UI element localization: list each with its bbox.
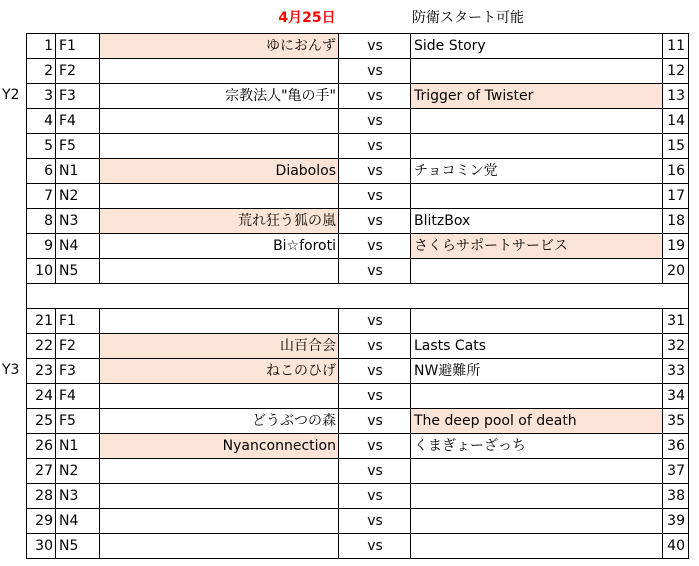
right-row-number: 38 [662,483,689,509]
vs-label: vs [338,83,411,109]
date-header: 4月25日 [278,10,336,26]
slot-code: N5 [55,533,100,559]
row-number: 29 [26,508,56,534]
row-number: 25 [26,408,56,434]
vs-label: vs [338,383,411,409]
right-row-number: 31 [662,308,689,334]
vs-label: vs [338,208,411,234]
right-row-number: 18 [662,208,689,234]
row-number: 23 [26,358,56,384]
right-team-cell[interactable] [410,508,663,534]
row-number: 24 [26,383,56,409]
group-label: Y3 [2,362,20,378]
right-row-number: 14 [662,108,689,134]
vs-label: vs [338,108,411,134]
slot-code: N2 [55,183,100,209]
left-team-cell[interactable]: ねこのひげ [99,358,339,384]
slot-code: N2 [55,458,100,484]
row-number: 27 [26,458,56,484]
right-team-cell[interactable]: さくらサポートサービス [410,233,663,259]
row-number: 4 [26,108,56,134]
slot-code: N3 [55,483,100,509]
vs-label: vs [338,533,411,559]
left-team-cell[interactable] [99,308,339,334]
right-team-cell[interactable] [410,383,663,409]
row-number: 28 [26,483,56,509]
left-team-cell[interactable] [99,533,339,559]
row-number: 10 [26,258,56,284]
left-team-cell[interactable]: 宗教法人"亀の手" [99,83,339,109]
left-team-cell[interactable] [99,383,339,409]
left-team-cell[interactable] [99,108,339,134]
vs-label: vs [338,333,411,359]
right-row-number: 36 [662,433,689,459]
right-row-number: 19 [662,233,689,259]
right-row-number: 20 [662,258,689,284]
right-team-cell[interactable] [410,533,663,559]
group-label: Y2 [2,87,20,103]
vs-label: vs [338,133,411,159]
right-row-number: 35 [662,408,689,434]
row-number: 21 [26,308,56,334]
right-row-number: 16 [662,158,689,184]
slot-code: N3 [55,208,100,234]
right-team-cell[interactable]: Lasts Cats [410,333,663,359]
left-team-cell[interactable]: どうぶつの森 [99,408,339,434]
vs-label: vs [338,408,411,434]
right-row-number: 34 [662,383,689,409]
slot-code: F3 [55,83,100,109]
slot-code: F1 [55,33,100,59]
row-number: 22 [26,333,56,359]
right-team-cell[interactable]: The deep pool of death [410,408,663,434]
right-row-number: 32 [662,333,689,359]
left-team-cell[interactable] [99,508,339,534]
right-row-number: 40 [662,533,689,559]
left-team-cell[interactable]: 荒れ狂う狐の嵐 [99,208,339,234]
row-number: 1 [26,33,56,59]
left-team-cell[interactable]: ゆにおんず [99,33,339,59]
right-team-cell[interactable]: Side Story [410,33,663,59]
left-team-cell[interactable] [99,58,339,84]
right-team-cell[interactable] [410,108,663,134]
slot-code: F2 [55,58,100,84]
vs-label: vs [338,433,411,459]
right-team-cell[interactable] [410,258,663,284]
right-row-number: 11 [662,33,689,59]
right-team-cell[interactable]: チョコミン党 [410,158,663,184]
row-number: 30 [26,533,56,559]
slot-code: N1 [55,158,100,184]
vs-label: vs [338,458,411,484]
slot-code: N1 [55,433,100,459]
slot-code: N5 [55,258,100,284]
spacer-row [26,283,689,309]
left-team-cell[interactable] [99,458,339,484]
right-row-number: 39 [662,508,689,534]
row-number: 8 [26,208,56,234]
right-team-cell[interactable]: くまぎょーざっち [410,433,663,459]
left-team-cell[interactable] [99,133,339,159]
vs-label: vs [338,508,411,534]
vs-label: vs [338,58,411,84]
slot-code: F4 [55,383,100,409]
right-row-number: 13 [662,83,689,109]
vs-label: vs [338,33,411,59]
left-team-cell[interactable]: Bi☆foroti [99,233,339,259]
row-number: 6 [26,158,56,184]
slot-code: N4 [55,508,100,534]
left-team-cell[interactable] [99,483,339,509]
right-team-cell[interactable]: BlitzBox [410,208,663,234]
right-team-cell[interactable] [410,133,663,159]
left-team-cell[interactable]: Nyanconnection [99,433,339,459]
row-number: 2 [26,58,56,84]
vs-label: vs [338,483,411,509]
slot-code: F5 [55,133,100,159]
slot-code: F4 [55,108,100,134]
row-number: 9 [26,233,56,259]
row-number: 7 [26,183,56,209]
left-team-cell[interactable] [99,258,339,284]
right-team-cell[interactable] [410,183,663,209]
slot-code: F5 [55,408,100,434]
defense-start-note: 防衛スタート可能 [412,10,524,26]
right-row-number: 12 [662,58,689,84]
right-team-cell[interactable] [410,308,663,334]
right-team-cell[interactable] [410,458,663,484]
vs-label: vs [338,183,411,209]
row-number: 26 [26,433,56,459]
slot-code: F1 [55,308,100,334]
right-team-cell[interactable]: NW避難所 [410,358,663,384]
vs-label: vs [338,233,411,259]
vs-label: vs [338,258,411,284]
right-team-cell[interactable]: Trigger of Twister [410,83,663,109]
right-row-number: 37 [662,458,689,484]
right-row-number: 33 [662,358,689,384]
right-row-number: 17 [662,183,689,209]
left-team-cell[interactable] [99,183,339,209]
right-row-number: 15 [662,133,689,159]
row-number: 3 [26,83,56,109]
right-team-cell[interactable] [410,483,663,509]
slot-code: F2 [55,333,100,359]
right-team-cell[interactable] [410,58,663,84]
vs-label: vs [338,308,411,334]
slot-code: N4 [55,233,100,259]
slot-code: F3 [55,358,100,384]
row-number: 5 [26,133,56,159]
left-team-cell[interactable]: 山百合会 [99,333,339,359]
left-team-cell[interactable]: Diabolos [99,158,339,184]
vs-label: vs [338,158,411,184]
vs-label: vs [338,358,411,384]
